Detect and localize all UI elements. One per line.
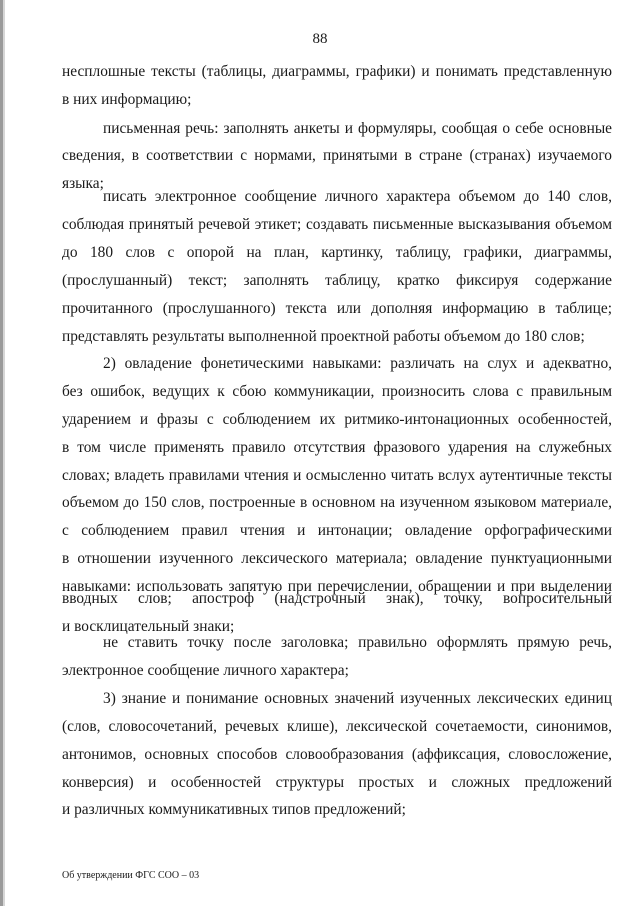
text-line: (слов, словосочетаний, речевых клише), лексической сочетаемости, синонимов, (62, 718, 612, 735)
page-number: 88 (312, 31, 328, 47)
text-line: антонимов, основных способов словообразования (аффиксация, словосложение, (62, 746, 612, 763)
text-line: без ошибок, ведущих к сбою коммуникации, произносить слова с правильным (62, 383, 612, 400)
text-line: вводных слов; апостроф (надстрочный знак), точку, вопросительный (62, 590, 612, 607)
text-line: (прослушанный) текст; заполнять таблицу, кратко фиксируя содержание (62, 272, 612, 289)
text-line: несплошные тексты (таблицы, диаграммы, графики) и понимать представленную (62, 63, 612, 80)
text-line: 2) овладение фонетическими навыками: различать на слух и адекватно, (103, 355, 612, 372)
text-line: ударением и фразы с соблюдением их ритмико-интонационных особенностей, (62, 411, 612, 428)
text-line: и восклицательный знаки; (62, 618, 235, 635)
text-line: не ставить точку после заголовка; правильно оформлять прямую речь, (103, 634, 612, 651)
text-line: сведения, в соответствии с нормами, принятыми в стране (странах) изучаемого (62, 147, 612, 164)
text-line: в отношении изученного лексического материала; овладение пунктуационными (62, 550, 612, 567)
text-line: прочитанного (прослушанного) текста или дополняя информацию в таблице; (62, 300, 612, 317)
footer-note: Об утверждении ФГС СОО – 03 (62, 870, 200, 881)
text-line: в них информацию; (62, 91, 192, 108)
text-line: словах; владеть правилами чтения и осмысленно читать вслух аутентичные тексты (62, 467, 612, 484)
text-line: в том числе применять правило отсутствия фразового ударения на служебных (62, 439, 612, 456)
text-line: и различных коммуникативных типов предложений; (62, 801, 406, 818)
text-line: электронное сообщение личного характера; (62, 662, 349, 679)
text-line: представлять результаты выполненной проектной работы объемом до 180 слов; (62, 328, 585, 345)
scan-edge-shadow (3, 0, 5, 906)
text-line: письменная речь: заполнять анкеты и формуляры, сообщая о себе основные (103, 120, 612, 137)
text-line: языка; (62, 175, 104, 192)
text-line: до 180 слов с опорой на план, картинку, таблицу, графики, диаграммы, (62, 244, 612, 261)
text-line: объемом до 150 слов, построенные в основном на изученном языковом материале, (62, 494, 612, 511)
text-line: навыками: использовать запятую при перечислении, обращении и при выделении (62, 578, 612, 595)
text-line: соблюдая принятый речевой этикет; создавать письменные высказывания объемом (62, 216, 612, 233)
text-line: 3) знание и понимание основных значений изученных лексических единиц (103, 690, 612, 707)
text-line: писать электронное сообщение личного характера объемом до 140 слов, (103, 188, 612, 205)
text-line: с соблюдением правил чтения и интонации; овладение орфографическими (62, 522, 612, 539)
text-line: конверсия) и особенностей структуры простых и сложных предложений (62, 774, 612, 791)
